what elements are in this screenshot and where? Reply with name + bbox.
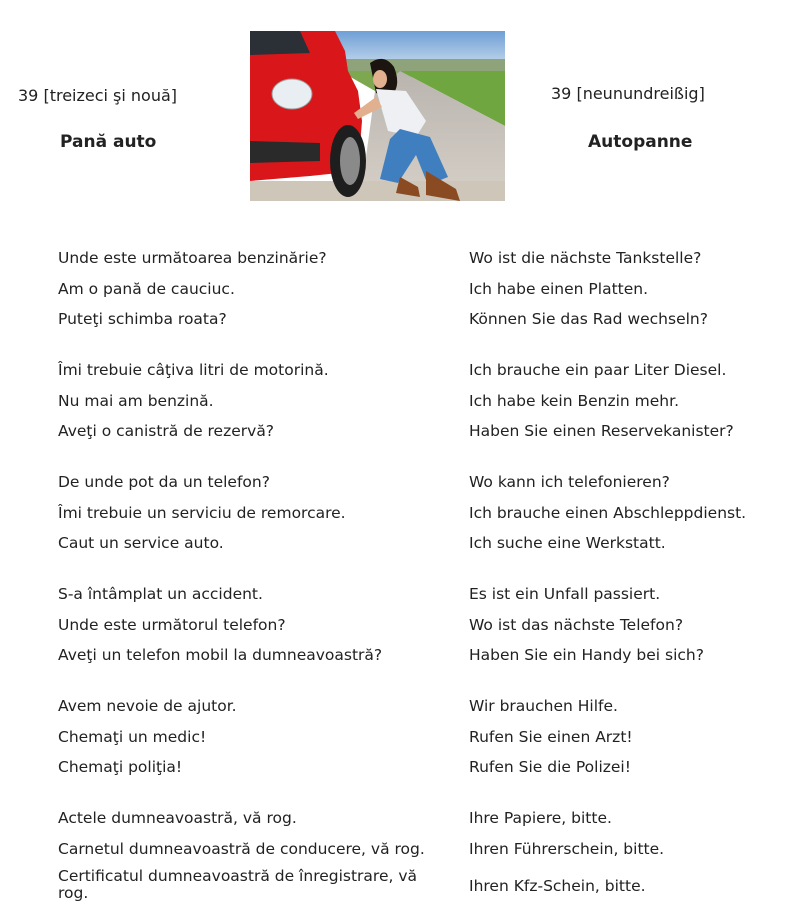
phrase-romanian: Îmi trebuie un serviciu de remorcare. xyxy=(58,504,346,522)
phrase-row xyxy=(0,361,791,391)
phrase-german: Es ist ein Unfall passiert. xyxy=(469,585,661,603)
phrase-german: Ihren Führerschein, bitte. xyxy=(469,840,665,858)
phrase-romanian: Unde este următoarea benzinărie? xyxy=(58,249,327,267)
phrase-romanian: Aveţi o canistră de rezervă? xyxy=(58,422,275,440)
phrase-romanian: Am o pană de cauciuc. xyxy=(58,280,235,298)
phrase-row xyxy=(0,504,791,534)
phrase-romanian: Chemaţi un medic! xyxy=(58,728,207,746)
phrase-row xyxy=(0,585,791,615)
phrase-romanian: Nu mai am benzină. xyxy=(58,392,214,410)
phrase-row xyxy=(0,422,791,452)
phrase-romanian: Îmi trebuie câţiva litri de motorină. xyxy=(58,361,329,379)
phrase-german: Wo ist die nächste Tankstelle? xyxy=(469,249,702,267)
phrase-german: Haben Sie einen Reservekanister? xyxy=(469,422,734,440)
phrase-row xyxy=(0,758,791,788)
phrase-romanian: Actele dumneavoastră, vă rog. xyxy=(58,809,297,827)
phrase-row xyxy=(0,534,791,564)
phrase-german: Wir brauchen Hilfe. xyxy=(469,697,618,715)
title-romanian: Pană auto xyxy=(60,132,157,152)
phrase-row xyxy=(0,616,791,646)
phrase-row xyxy=(0,646,791,676)
phrase-german: Rufen Sie die Polizei! xyxy=(469,758,631,776)
phrase-german: Rufen Sie einen Arzt! xyxy=(469,728,633,746)
phrase-row xyxy=(0,473,791,503)
phrase-romanian: Avem nevoie de ajutor. xyxy=(58,697,237,715)
phrase-romanian: Carnetul dumneavoastră de conducere, vă rog. xyxy=(58,840,425,858)
phrase-romanian: Caut un service auto. xyxy=(58,534,224,552)
phrase-german: Haben Sie ein Handy bei sich? xyxy=(469,646,704,664)
phrase-german: Ich brauche ein paar Liter Diesel. xyxy=(469,361,727,379)
phrase-german: Ich suche eine Werkstatt. xyxy=(469,534,666,552)
phrase-romanian: Unde este următorul telefon? xyxy=(58,616,286,634)
lesson-number-romanian: 39 [treizeci şi nouă] xyxy=(18,86,178,105)
phrase-german: Wo ist das nächste Telefon? xyxy=(469,616,684,634)
phrase-romanian: Certificatul dumneavoastră de înregistrare, vă rog. xyxy=(58,867,418,902)
phrase-row xyxy=(0,249,791,279)
phrase-german: Ihre Papiere, bitte. xyxy=(469,809,612,827)
lesson-number-german: 39 [neunundreißig] xyxy=(551,84,705,103)
phrase-row xyxy=(0,868,791,904)
phrase-row xyxy=(0,809,791,839)
phrase-romanian: Chemaţi poliţia! xyxy=(58,758,183,776)
phrase-row xyxy=(0,392,791,422)
phrase-row xyxy=(0,840,791,870)
phrase-german: Ich habe kein Benzin mehr. xyxy=(469,392,680,410)
title-german: Autopanne xyxy=(588,132,693,152)
phrase-german: Wo kann ich telefonieren? xyxy=(469,473,670,491)
lesson-photo xyxy=(250,31,505,201)
phrase-german: Ich habe einen Platten. xyxy=(469,280,649,298)
phrase-romanian: Aveţi un telefon mobil la dumneavoastră? xyxy=(58,646,383,664)
phrase-row xyxy=(0,728,791,758)
phrase-row xyxy=(0,280,791,310)
phrase-romanian: De unde pot da un telefon? xyxy=(58,473,270,491)
phrase-romanian: S-a întâmplat un accident. xyxy=(58,585,263,603)
phrase-romanian: Puteţi schimba roata? xyxy=(58,310,227,328)
phrase-german: Ihren Kfz-Schein, bitte. xyxy=(469,877,646,895)
phrase-row xyxy=(0,697,791,727)
phrase-row xyxy=(0,310,791,340)
phrase-german: Ich brauche einen Abschleppdienst. xyxy=(469,504,747,522)
phrase-german: Können Sie das Rad wechseln? xyxy=(469,310,708,328)
